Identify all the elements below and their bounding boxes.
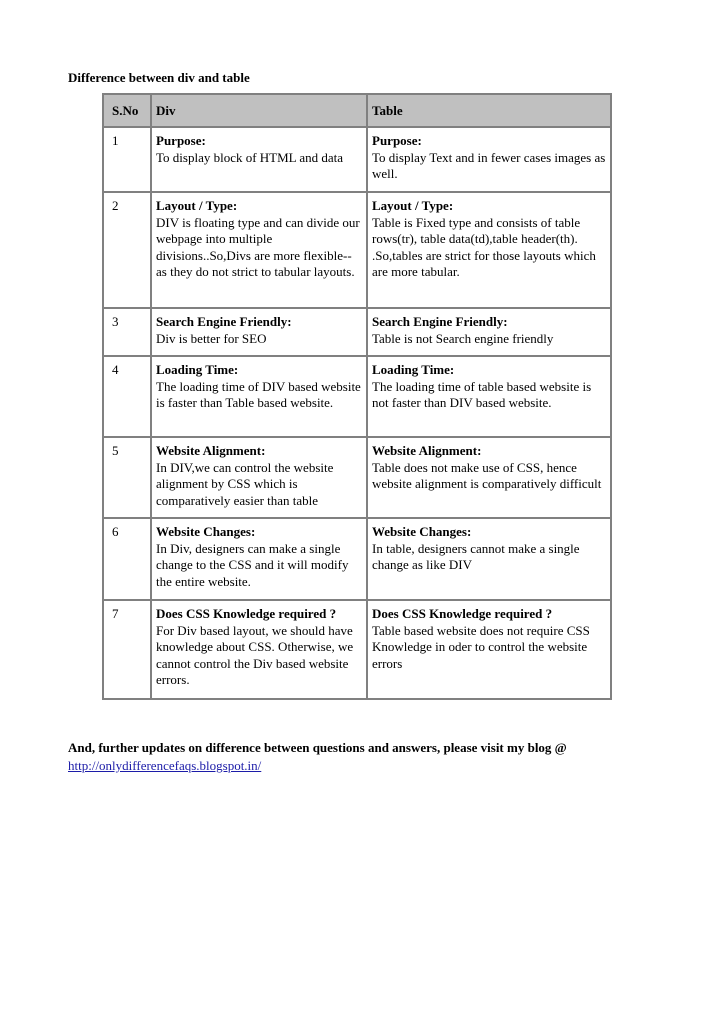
table-cell bbox=[367, 308, 611, 356]
table-cell-body: To display Text and in fewer cases images as well. bbox=[372, 149, 606, 181]
table-body bbox=[103, 127, 611, 699]
row-number: 2 bbox=[103, 192, 151, 308]
div-cell bbox=[151, 192, 367, 308]
table-cell-title: Search Engine Friendly: bbox=[372, 314, 508, 329]
row-number: 1 bbox=[103, 127, 151, 192]
table-row bbox=[103, 437, 611, 518]
div-cell bbox=[151, 518, 367, 600]
div-cell-body: In Div, designers can make a single change to the CSS and it will modify the entire website. bbox=[156, 540, 349, 589]
div-cell-title: Loading Time: bbox=[156, 362, 239, 377]
header-table: Table bbox=[367, 94, 611, 127]
div-cell-title: Search Engine Friendly: bbox=[156, 314, 292, 329]
table-row bbox=[103, 518, 611, 600]
div-cell bbox=[151, 356, 367, 437]
div-cell-title: Layout / Type: bbox=[156, 198, 238, 213]
row-number: 3 bbox=[103, 308, 151, 356]
table-row bbox=[103, 356, 611, 437]
table-cell bbox=[367, 600, 611, 699]
table-cell-title: Purpose: bbox=[372, 133, 422, 148]
table-cell bbox=[367, 518, 611, 600]
table-row bbox=[103, 192, 611, 308]
table-cell-body: Table is Fixed type and consists of table rows(tr), table data(td),table header(th). .So,tables are strict for those layouts which are more tabular. bbox=[372, 214, 596, 279]
table-cell-body: Table is not Search engine friendly bbox=[372, 330, 554, 346]
header-sno: S.No bbox=[103, 94, 151, 127]
table-cell-body: Table does not make use of CSS, hence website alignment is comparatively difficult bbox=[372, 459, 602, 491]
table-cell bbox=[367, 127, 611, 192]
table-cell-title: Website Changes: bbox=[372, 524, 472, 539]
div-cell-body: In DIV,we can control the website alignment by CSS which is comparatively easier than table bbox=[156, 459, 334, 508]
table-cell-title: Does CSS Knowledge required ? bbox=[372, 606, 553, 621]
div-cell-body: DIV is floating type and can divide our webpage into multiple divisions..So,Divs are more flexible--as they do not strict to tabular layouts. bbox=[156, 214, 360, 279]
table-cell-title: Loading Time: bbox=[372, 362, 455, 377]
div-cell-title: Website Alignment: bbox=[156, 443, 266, 458]
div-cell-body: To display block of HTML and data bbox=[156, 149, 344, 165]
div-cell-body: The loading time of DIV based website is faster than Table based website. bbox=[156, 378, 361, 410]
div-cell-title: Website Changes: bbox=[156, 524, 256, 539]
table-cell-body: In table, designers cannot make a single change as like DIV bbox=[372, 540, 580, 572]
table-cell-title: Layout / Type: bbox=[372, 198, 454, 213]
table-row bbox=[103, 308, 611, 356]
table-cell bbox=[367, 192, 611, 308]
div-cell-title: Does CSS Knowledge required ? bbox=[156, 606, 337, 621]
table-cell-body: The loading time of table based website is not faster than DIV based website. bbox=[372, 378, 592, 410]
comparison-table bbox=[102, 93, 612, 700]
div-cell bbox=[151, 600, 367, 699]
div-cell bbox=[151, 437, 367, 518]
div-cell-title: Purpose: bbox=[156, 133, 206, 148]
table-row bbox=[103, 127, 611, 192]
header-div: Div bbox=[151, 94, 367, 127]
table-row bbox=[103, 600, 611, 699]
row-number: 4 bbox=[103, 356, 151, 437]
blog-link[interactable]: http://onlydifferencefaqs.blogspot.in/ bbox=[68, 758, 262, 773]
table-cell-body: Table based website does not require CSS Knowledge in oder to control the website errors bbox=[372, 622, 590, 671]
div-cell bbox=[151, 308, 367, 356]
row-number: 5 bbox=[103, 437, 151, 518]
footer-text: And, further updates on difference between questions and answers, please visit my blog @ bbox=[68, 740, 567, 755]
row-number: 6 bbox=[103, 518, 151, 600]
table-cell bbox=[367, 437, 611, 518]
div-cell bbox=[151, 127, 367, 192]
table-header-row bbox=[103, 94, 611, 127]
div-cell-body: Div is better for SEO bbox=[156, 330, 267, 346]
div-cell-body: For Div based layout, we should have knowledge about CSS. Otherwise, we cannot control the Div based website errors. bbox=[156, 622, 354, 687]
page-heading: Difference between div and table bbox=[68, 70, 250, 85]
row-number: 7 bbox=[103, 600, 151, 699]
table-cell bbox=[367, 356, 611, 437]
table-cell-title: Website Alignment: bbox=[372, 443, 482, 458]
